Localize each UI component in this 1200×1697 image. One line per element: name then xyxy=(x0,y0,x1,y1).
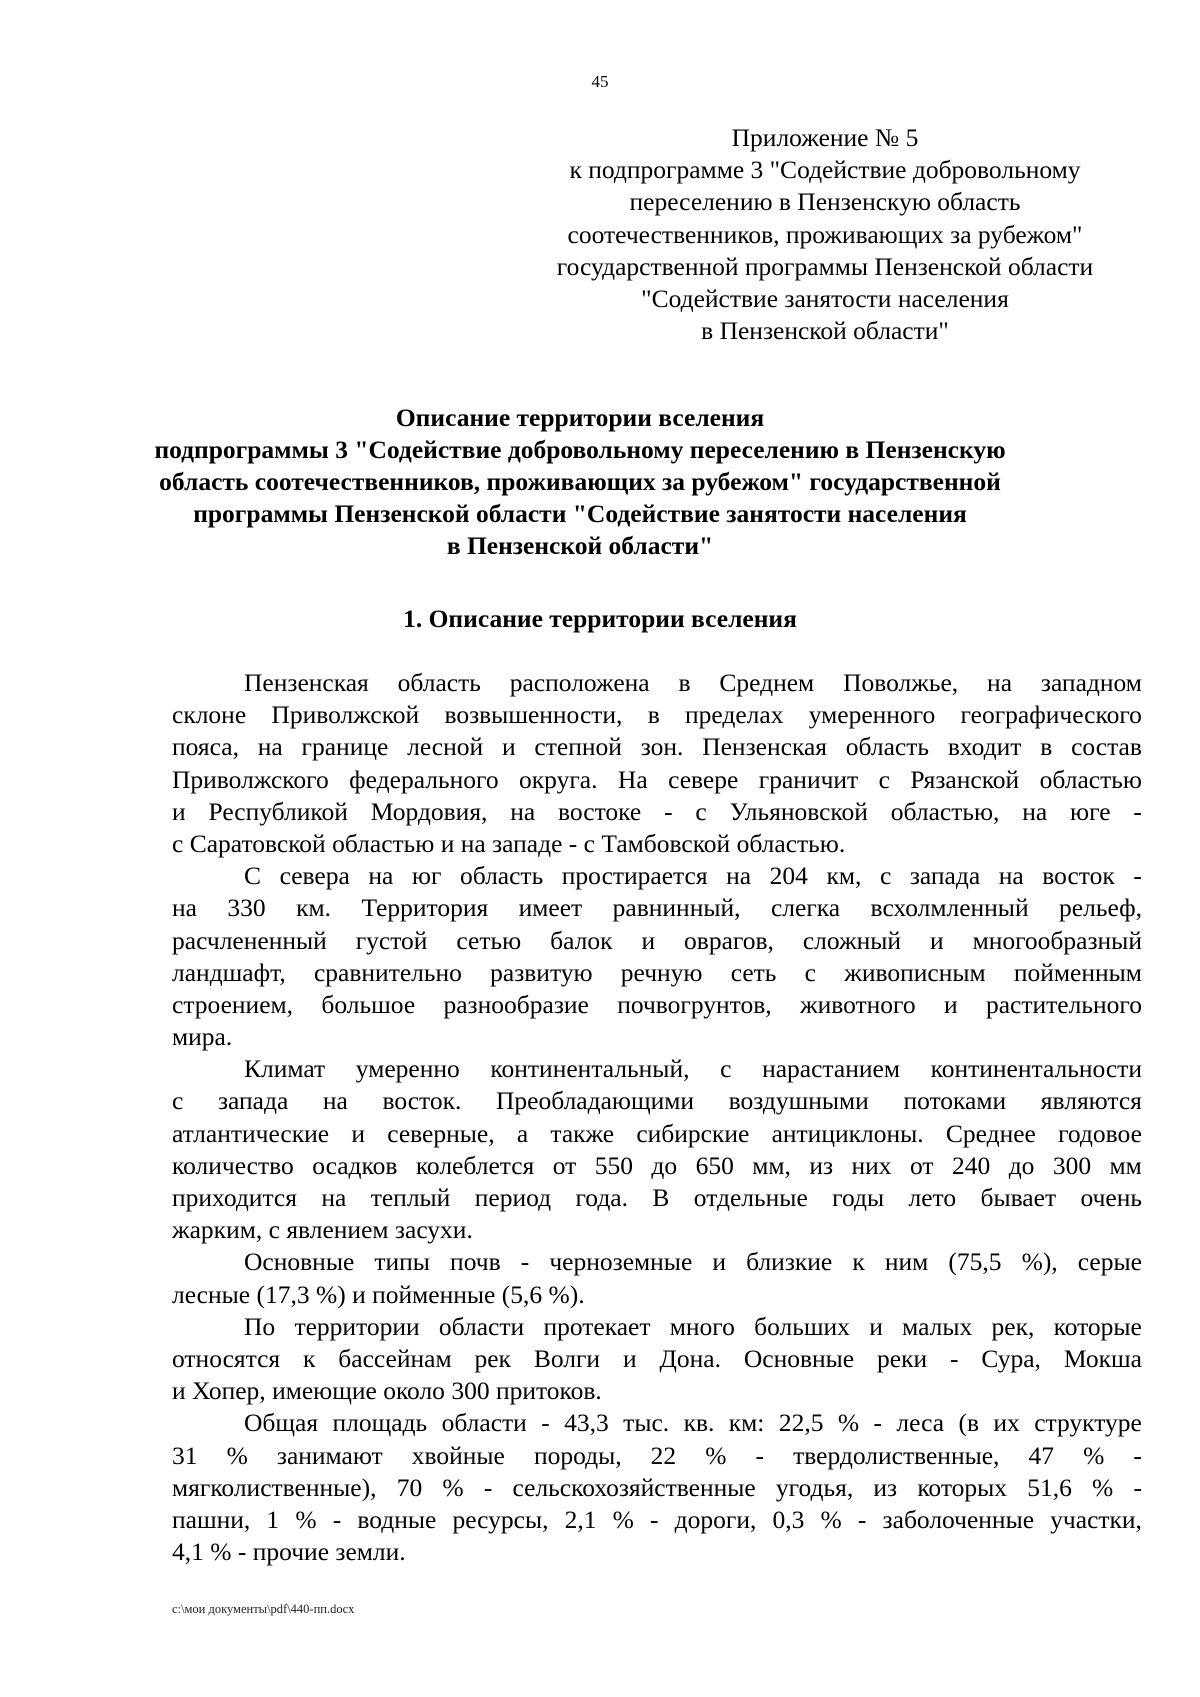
title-line: область соотечественников, проживающих за рубежом" государственной xyxy=(159,467,1001,496)
paragraph-line: Приволжского федерального округа. На севере граничит с Рязанской областью xyxy=(172,764,1142,794)
paragraph-line: с Саратовской областью и на западе - с Тамбовской областью. xyxy=(172,828,846,858)
paragraph-line: Основные типы почв - черноземные и близкие к ним (75,5 %), серые xyxy=(244,1247,1142,1277)
paragraph-line: относятся к бассейнам рек Волги и Дона. Основные реки - Сура, Мокша xyxy=(172,1343,1142,1373)
appendix-line: Приложение № 5 xyxy=(731,123,919,152)
paragraph-line: и Республикой Мордовия, на востоке - с Ульяновской областью, на юге - xyxy=(172,796,1142,826)
paragraph-line: 4,1 % - прочие земли. xyxy=(172,1537,406,1567)
appendix-line: "Содействие занятости населения xyxy=(641,284,1009,314)
section-heading: 1. Описание территории вселения xyxy=(403,604,797,633)
paragraph-line: пашни, 1 % - водные ресурсы, 2,1 % - дороги, 0,3 % - заболоченные участки, xyxy=(172,1504,1142,1534)
paragraph-line: пояса, на границе лесной и степной зон. Пензенская область входит в состав xyxy=(172,732,1142,762)
appendix-line: в Пензенской области" xyxy=(701,316,949,346)
paragraph-line: расчлененный густой сетью балок и оврагов, сложный и многообразный xyxy=(172,925,1142,955)
appendix-line: переселению в Пензенскую область xyxy=(629,187,1021,217)
paragraph-line: 31 % занимают хвойные породы, 22 % - твердолиственные, 47 % - xyxy=(172,1440,1142,1470)
paragraph-line: Климат умеренно континентальный, с нарастанием континентальности xyxy=(244,1054,1142,1084)
paragraph-line: лесные (17,3 %) и пойменные (5,6 %). xyxy=(172,1279,585,1309)
paragraph-line: жарким, с явлением засухи. xyxy=(172,1215,473,1245)
appendix-header xyxy=(500,122,1150,347)
paragraph-line: приходится на теплый период года. В отдельные годы лето бывает очень xyxy=(172,1183,1142,1212)
title-line: подпрограммы 3 "Содействие добровольному переселению в Пензенскую xyxy=(154,435,1006,464)
title-line: в Пензенской области" xyxy=(446,531,714,560)
document-title xyxy=(120,402,1040,562)
paragraph-line: ландшафт, сравнительно развитую речную сеть с живописным пойменным xyxy=(172,957,1142,987)
paragraph-line: мягколиственные), 70 % - сельскохозяйственные угодья, из которых 51,6 % - xyxy=(172,1472,1142,1502)
paragraph-line: Общая площадь области - 43,3 тыс. кв. км: 22,5 % - леса (в их структуре xyxy=(244,1408,1142,1438)
paragraph-line: и Хопер, имеющие около 300 притоков. xyxy=(172,1376,602,1406)
appendix-line: государственной программы Пензенской области xyxy=(556,251,1094,281)
paragraph-line: С севера на юг область простирается на 204 км, с запада на восток - xyxy=(244,861,1142,891)
paragraph-line: атлантические и северные, а также сибирские антициклоны. Среднее годовое xyxy=(172,1118,1142,1148)
appendix-line: к подпрограмме 3 "Содействие добровольному xyxy=(569,155,1081,185)
page-number: 45 xyxy=(591,72,609,91)
paragraph-line: на 330 км. Территория имеет равнинный, слегка всхолмленный рельеф, xyxy=(172,893,1142,923)
title-line: Описание территории вселения xyxy=(395,403,765,432)
footer-file-path: c:\мои документы\pdf\440-пп.docx xyxy=(172,1602,355,1616)
paragraph-line: По территории области протекает много больших и малых рек, которые xyxy=(244,1311,1142,1341)
body-text xyxy=(172,667,1142,1568)
paragraph-line: количество осадков колеблется от 550 до 650 мм, из них от 240 до 300 мм xyxy=(172,1150,1142,1180)
paragraph-line: мира. xyxy=(172,1022,233,1052)
appendix-line: соотечественников, проживающих за рубежом" xyxy=(567,219,1083,249)
title-line: программы Пензенской области "Содействие занятости населения xyxy=(193,499,967,528)
paragraph-line: с запада на восток. Преобладающими воздушными потоками являются xyxy=(172,1086,1142,1116)
paragraph-line: склоне Приволжской возвышенности, в пределах умеренного географического xyxy=(172,700,1142,730)
paragraph-line: строением, большое разнообразие почвогрунтов, животного и растительного xyxy=(172,989,1142,1019)
paragraph-line: Пензенская область расположена в Среднем Поволжье, на западном xyxy=(244,668,1142,697)
